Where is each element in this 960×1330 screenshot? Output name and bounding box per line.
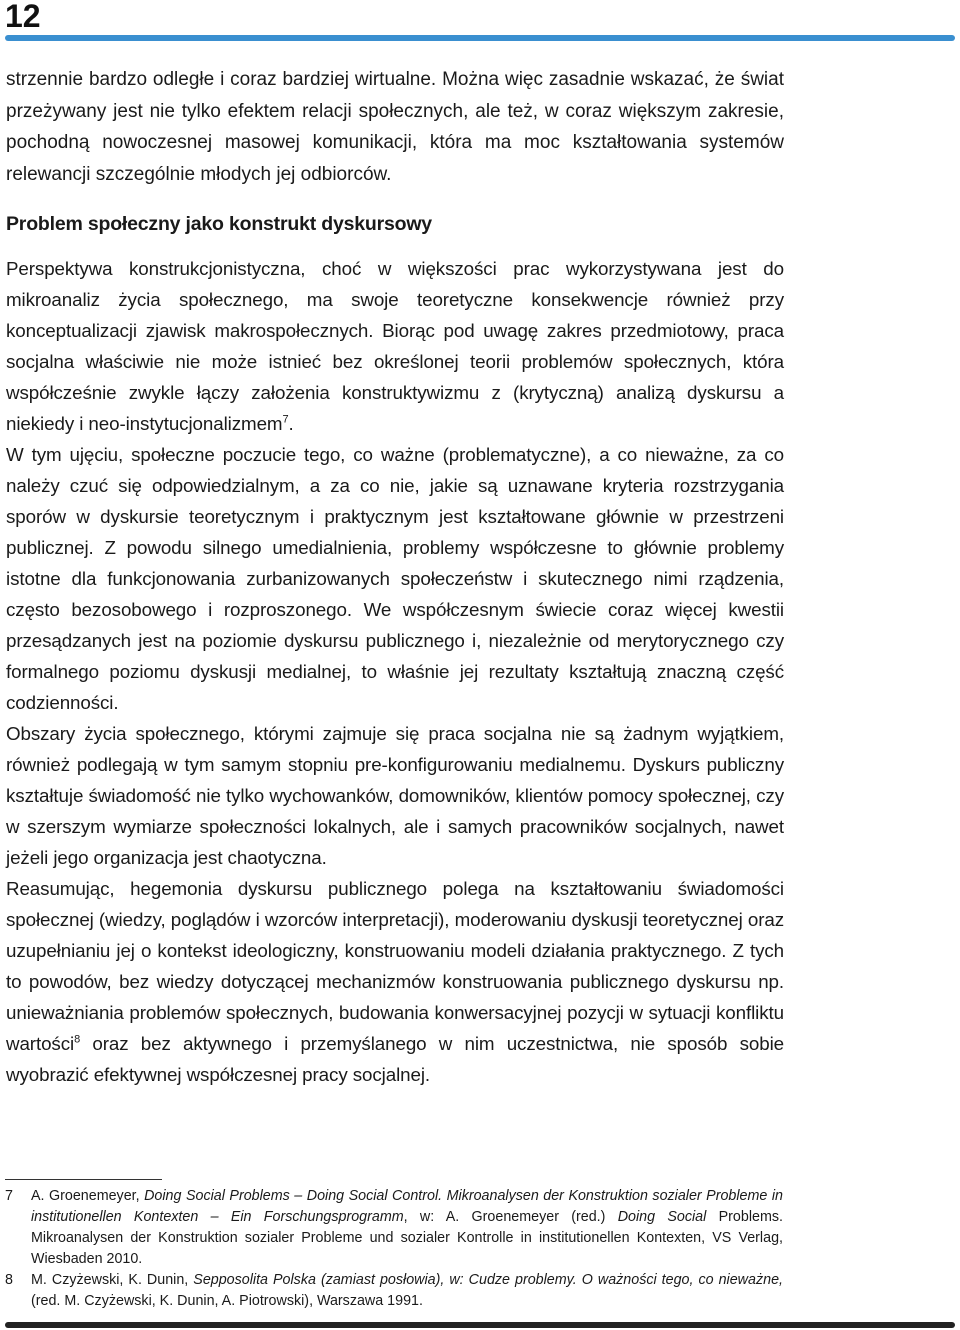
header-rule <box>5 35 955 41</box>
footnote-number: 7 <box>5 1188 13 1204</box>
footnote-ref-7[interactable]: 7 <box>282 413 289 426</box>
footnote-title: Doing Social Problems – Doing Social Control. Mikroanalysen der Konstruktion sozialer Probleme in institutionellen Kontexten – Ein Forschungsprogramm <box>31 1188 783 1225</box>
footnote-text <box>31 1186 783 1270</box>
footnote-editor: , w: A. Groenemeyer (red.) <box>403 1209 618 1225</box>
footnotes <box>5 1186 783 1312</box>
footnote-author: A. Groenemeyer, <box>31 1188 145 1204</box>
footnote-8 <box>5 1270 783 1312</box>
footnote-rest: Problems. Mikroanalysen der Konstruktion sozialer Probleme und sozialer Kontrolle in institutionellen Kontexten, VS Verlag, Wiesbaden 2010. <box>31 1209 783 1267</box>
footnote-author: M. Czyżewski, K. Dunin, <box>31 1272 194 1288</box>
footer-rule <box>5 1322 955 1328</box>
intro-block <box>6 64 784 190</box>
paragraph-4 <box>6 873 784 1090</box>
footnote-7 <box>5 1186 783 1270</box>
section-heading: Problem społeczny jako konstrukt dyskursowy <box>6 213 432 235</box>
footnote-editor: (red. M. Czyżewski, K. Dunin, A. Piotrowski), Warszawa 1991. <box>31 1293 423 1309</box>
footnote-title-2: Doing Social <box>617 1209 707 1225</box>
section-body <box>6 253 784 1090</box>
paragraph-3: Obszary życia społecznego, którymi zajmuje się praca socjalna nie są żadnym wyjątkiem, również podlegają w tym samym stopniu pre-konfigurowaniu medialnemu. Dyskurs publiczny kształtuje świadomość nie tylko wychowanków, domowników, klientów pomocy społecznej, czy w szerszym wymiarze społeczności lokalnych, ale i samych pracowników socjalnych, nawet jeżeli jego organizacja jest chaotyczna. <box>6 723 784 868</box>
main-text <box>6 64 784 1090</box>
intro-paragraph: strzennie bardzo odległe i coraz bardziej wirtualne. Można więc zasadnie wskazać, że świat przeżywany jest nie tylko efektem relacji społecznych, ale też, w coraz większym zakresie, pochodną nowoczesnej masowej komunikacji, która ma moc kształtowania systemów relewancji szczególnie młodych jej odbiorców. <box>6 69 784 185</box>
paragraph-1-text: Perspektywa konstrukcjonistyczna, choć w większości prac wykorzystywana jest do mikroanaliz życia społecznego, ma swoje teoretyczne konsekwencje również przy konceptualizacji zjawisk makrospołecznych. Biorąc pod uwagę zakres przedmiotowy, praca socjalna właściwie nie może istnieć bez określonej teorii problemów społecznych, która współcześnie zwykle łączy założenia konstruktywizmu z (krytyczną) analizą dyskursu a niekiedy i neo-instytucjonalizmem <box>6 258 784 434</box>
paragraph-1-end: . <box>288 413 294 434</box>
footnote-text <box>31 1270 783 1312</box>
footnote-divider <box>5 1179 162 1180</box>
footnote-title: Sepposolita Polska (zamiast posłowia), w: Cudze problemy. O ważności tego, co nieważne, <box>193 1272 783 1288</box>
page-number: 12 <box>5 0 41 34</box>
paragraph-1 <box>6 253 784 439</box>
footnote-number: 8 <box>5 1272 13 1288</box>
paragraph-4-end: oraz bez aktywnego i przemyślanego w nim uczestnictwa, nie sposób sobie wyobrazić efektywnej współczesnej pracy socjalnej. <box>6 1033 784 1085</box>
footnote-ref-8[interactable]: 8 <box>74 1033 81 1046</box>
paragraph-2: W tym ujęciu, społeczne poczucie tego, co ważne (problematyczne), a co nieważne, za co należy czuć się odpowiedzialnym, a za co nie, jakie są uznawane kryteria rozstrzygania sporów w dyskursie teoretycznym i praktycznym jest kształtowane głównie w przestrzeni publicznej. Z powodu silnego umedialnienia, problemy współczesne to głównie problemy istotne dla funkcjonowania zurbanizowanych społeczeństw i skutecznego nimi rządzenia, często bezosobowego i rozproszonego. We współczesnym świecie coraz więcej kwestii przesądzanych jest na poziomie dyskursu publicznego i, niezależnie od merytorycznego czy formalnego poziomu dyskusji medialnej, to właśnie jej rezultaty kształtują znaczną część codzienności. <box>6 444 784 713</box>
paragraph-4-text: Reasumując, hegemonia dyskursu publicznego polega na kształtowaniu świadomości społecznej (wiedzy, poglądów i wzorców interpretacji), moderowaniu dyskusji teoretycznej oraz uzupełnianiu jej o kontekst ideologiczny, konstruowaniu modeli działania praktycznego. Z tych to powodów, bez wiedzy dotyczącej mechanizmów konstruowania publicznego dyskursu np. unieważniania problemów społecznych, budowania konwersacyjnej pozycji w sytuacji konfliktu wartości <box>6 878 784 1054</box>
